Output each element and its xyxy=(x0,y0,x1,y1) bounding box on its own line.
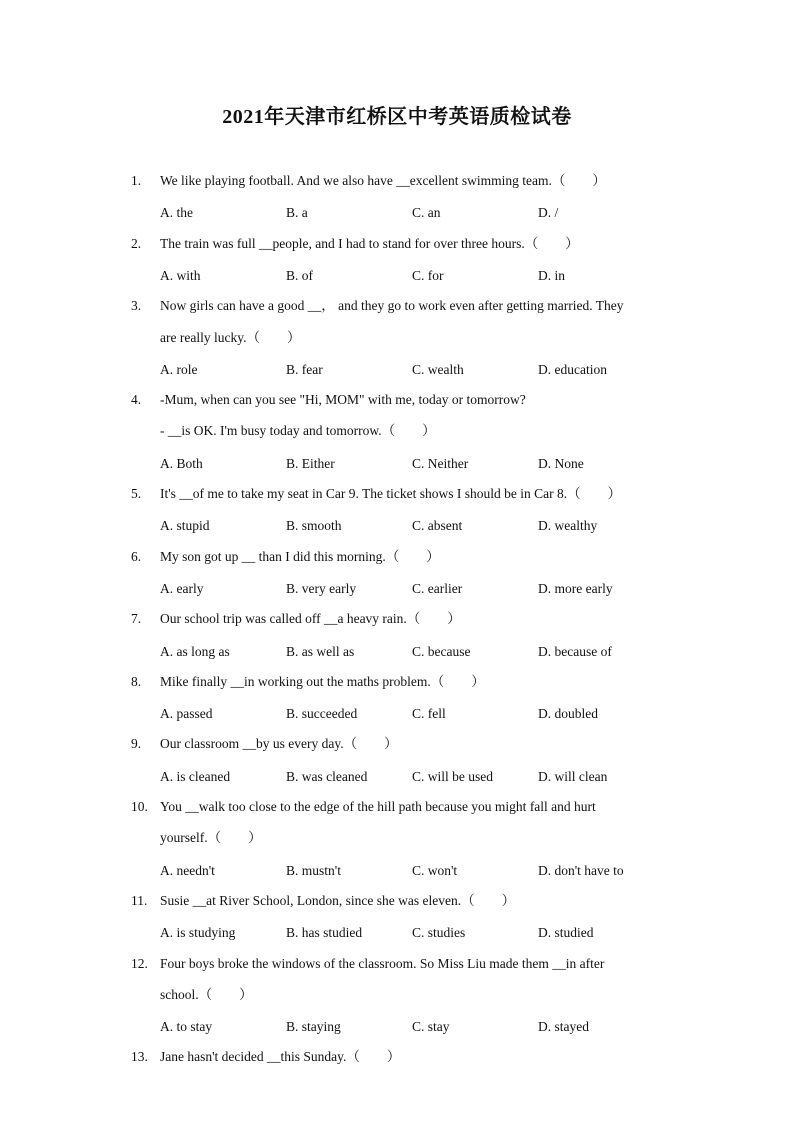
answer-option: B. succeeded xyxy=(286,706,358,722)
answer-option: C. wealth xyxy=(412,361,464,377)
question-text: My son got up __ than I did this morning.（ ） xyxy=(160,548,440,564)
answer-option: D. education xyxy=(538,361,607,377)
answer-option: B. a xyxy=(286,205,308,221)
answer-option: A. stupid xyxy=(160,518,210,534)
question-text: Four boys broke the windows of the classroom. So Miss Liu made them __in after xyxy=(160,955,605,971)
question-text: We like playing football. And we also have __excellent swimming team.（ ） xyxy=(160,173,606,188)
question-number: 11. xyxy=(131,892,148,908)
answer-option: C. won't xyxy=(412,862,458,878)
question-number: 2. xyxy=(131,235,142,251)
question-text: Our classroom __by us every day.（ ） xyxy=(160,736,398,752)
question-number: 10. xyxy=(131,799,148,814)
answer-option: C. fell xyxy=(412,706,446,722)
question-text: school.（ ） xyxy=(160,986,253,1002)
answer-option: B. staying xyxy=(286,1019,341,1035)
question-number: 3. xyxy=(131,298,142,314)
question-number: 4. xyxy=(131,392,142,408)
answer-option: A. is studying xyxy=(160,925,236,941)
answer-option: B. as well as xyxy=(286,643,355,659)
question-text: Jane hasn't decided __this Sunday.（ ） xyxy=(160,1049,401,1065)
question-text: You __walk too close to the edge of the hill path because you might fall and hurt xyxy=(160,799,596,814)
answer-option: D. in xyxy=(538,267,565,283)
question-number: 12. xyxy=(131,955,148,971)
answer-option: C. an xyxy=(412,205,441,221)
question-text: Our school trip was called off __a heavy rain.（ ） xyxy=(160,611,461,627)
answer-option: D. None xyxy=(538,455,584,471)
answer-option: D. don't have to xyxy=(538,862,624,878)
question-text: -Mum, when can you see "Hi, MOM" with me, today or tomorrow? xyxy=(160,392,526,408)
answer-option: B. smooth xyxy=(286,518,342,534)
answer-option: D. will clean xyxy=(538,768,608,784)
answer-option: C. absent xyxy=(412,518,463,534)
answer-option: D. doubled xyxy=(538,706,598,722)
answer-option: A. to stay xyxy=(160,1019,213,1035)
answer-option: C. because xyxy=(412,643,471,659)
answer-option: A. Both xyxy=(160,455,203,471)
answer-option: D. wealthy xyxy=(538,518,598,534)
answer-option: B. fear xyxy=(286,361,323,377)
question-number: 8. xyxy=(131,673,142,689)
answer-option: B. very early xyxy=(286,580,357,596)
answer-option: B. has studied xyxy=(286,925,363,941)
question-text: Susie __at River School, London, since she was eleven.（ ） xyxy=(160,892,516,908)
answer-option: C. for xyxy=(412,267,444,283)
answer-option: A. role xyxy=(160,361,198,377)
answer-option: D. more early xyxy=(538,580,613,596)
answer-option: A. the xyxy=(160,205,193,221)
answer-option: A. with xyxy=(160,267,201,283)
answer-option: D. studied xyxy=(538,925,594,941)
question-number: 5. xyxy=(131,486,142,501)
answer-option: B. was cleaned xyxy=(286,768,368,784)
question-text: The train was full __people, and I had to stand for over three hours.（ ） xyxy=(160,235,579,251)
page-title: 2021年天津市红桥区中考英语质检试卷 xyxy=(222,106,572,128)
question-number: 1. xyxy=(131,173,142,188)
answer-option: D. because of xyxy=(538,643,612,659)
answer-option: D. / xyxy=(538,205,559,221)
question-number: 6. xyxy=(131,548,142,564)
answer-option: B. mustn't xyxy=(286,862,341,878)
answer-option: A. passed xyxy=(160,706,213,722)
answer-option: B. of xyxy=(286,267,313,283)
answer-option: A. early xyxy=(160,580,204,596)
question-number: 13. xyxy=(131,1049,148,1065)
question-text: Mike finally __in working out the maths problem.（ ） xyxy=(160,673,485,689)
question-text: It's __of me to take my seat in Car 9. The ticket shows I should be in Car 8.（ ） xyxy=(160,486,622,501)
question-number: 7. xyxy=(131,611,142,627)
answer-option: D. stayed xyxy=(538,1019,589,1035)
question-text: yourself.（ ） xyxy=(160,830,262,846)
answer-option: C. earlier xyxy=(412,580,463,596)
answer-option: A. needn't xyxy=(160,862,215,878)
answer-option: C. Neither xyxy=(412,455,469,471)
question-number: 9. xyxy=(131,736,142,752)
answer-option: C. studies xyxy=(412,925,466,941)
question-text: are really lucky.（ ） xyxy=(160,329,301,345)
question-text: - __is OK. I'm busy today and tomorrow.（ ） xyxy=(160,423,436,439)
answer-option: A. is cleaned xyxy=(160,768,231,784)
question-text: Now girls can have a good __， and they go to work even after getting married. They xyxy=(160,298,624,314)
answer-option: C. stay xyxy=(412,1019,450,1035)
answer-option: A. as long as xyxy=(160,643,230,659)
answer-option: B. Either xyxy=(286,455,335,471)
answer-option: C. will be used xyxy=(412,768,493,784)
